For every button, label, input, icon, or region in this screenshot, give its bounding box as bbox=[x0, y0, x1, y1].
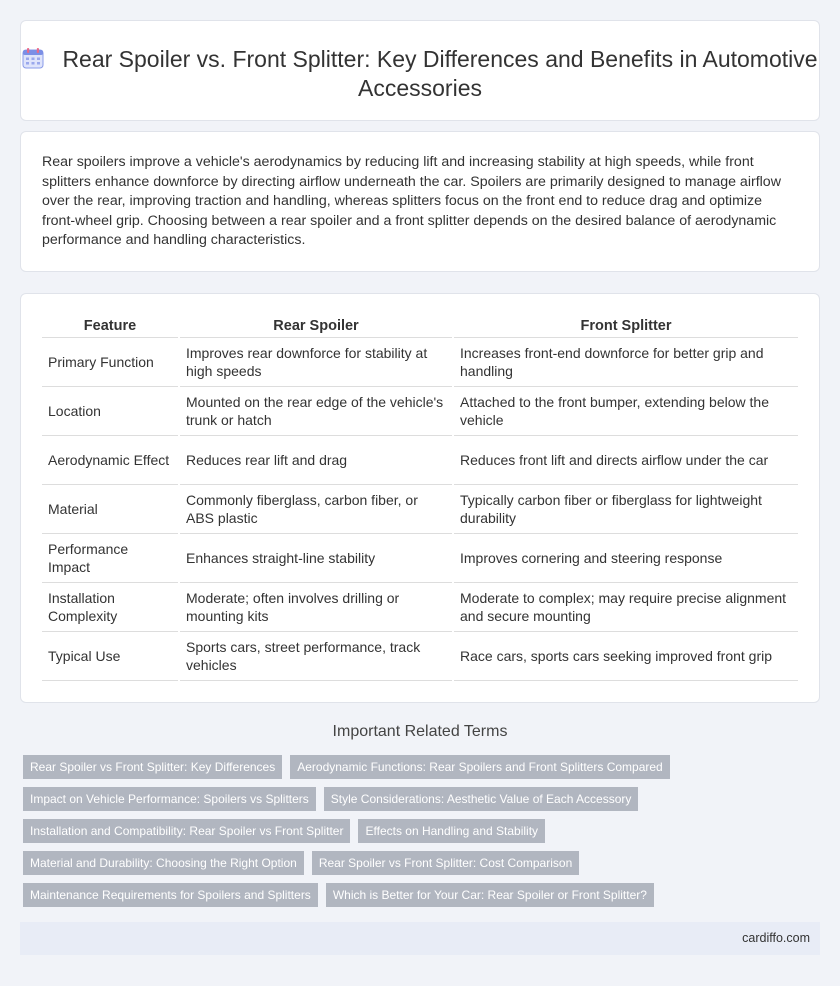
related-term-link[interactable]: Rear Spoiler vs Front Splitter: Cost Comparison bbox=[312, 851, 579, 875]
footer bbox=[20, 922, 820, 955]
related-terms-list bbox=[23, 755, 813, 915]
related-term-link[interactable]: Impact on Vehicle Performance: Spoilers vs Splitters bbox=[23, 787, 316, 811]
intro-paragraph: Rear spoilers improve a vehicle's aerodynamics by reducing lift and increasing stability at high speeds, while front splitters enhance downforce by directing airflow underneath the car. Spoilers are primarily designed to manage airflow over the rear, improving traction and handling, whereas splitters focus on the front end to reduce drag and optimize front-wheel grip. Choosing between a rear spoiler and a front splitter depends on the desired balance of aerodynamic performance and handling characteristics. bbox=[42, 154, 781, 249]
row-front-splitter: Attached to the front bumper, extending below the vehicle bbox=[453, 386, 798, 435]
page-title-wrap bbox=[21, 45, 819, 103]
row-feature: Installation Complexity bbox=[42, 582, 179, 631]
table-header-row bbox=[42, 313, 798, 337]
comparison-table bbox=[42, 313, 798, 681]
tag-row bbox=[23, 883, 813, 907]
calendar-icon bbox=[22, 47, 44, 69]
table-row bbox=[42, 533, 798, 582]
row-front-splitter: Reduces front lift and directs airflow under the car bbox=[453, 435, 798, 484]
row-feature: Performance Impact bbox=[42, 533, 179, 582]
row-rear-spoiler: Sports cars, street performance, track vehicles bbox=[179, 631, 453, 680]
related-term-link[interactable]: Maintenance Requirements for Spoilers and Splitters bbox=[23, 883, 318, 907]
row-front-splitter: Race cars, sports cars seeking improved front grip bbox=[453, 631, 798, 680]
related-term-link[interactable]: Installation and Compatibility: Rear Spoiler vs Front Splitter bbox=[23, 819, 350, 843]
row-feature: Location bbox=[42, 386, 179, 435]
row-front-splitter: Improves cornering and steering response bbox=[453, 533, 798, 582]
table-row bbox=[42, 435, 798, 484]
row-rear-spoiler: Commonly fiberglass, carbon fiber, or ABS plastic bbox=[179, 484, 453, 533]
related-term-link[interactable]: Rear Spoiler vs Front Splitter: Key Differences bbox=[23, 755, 282, 779]
tag-row bbox=[23, 851, 813, 875]
row-front-splitter: Typically carbon fiber or fiberglass for lightweight durability bbox=[453, 484, 798, 533]
footer-site-link[interactable]: cardiffo.com bbox=[742, 931, 810, 945]
row-feature: Primary Function bbox=[42, 337, 179, 386]
row-front-splitter: Increases front-end downforce for better grip and handling bbox=[453, 337, 798, 386]
row-rear-spoiler: Improves rear downforce for stability at high speeds bbox=[179, 337, 453, 386]
related-term-link[interactable]: Aerodynamic Functions: Rear Spoilers and Front Splitters Compared bbox=[290, 755, 670, 779]
related-term-link[interactable]: Effects on Handling and Stability bbox=[358, 819, 545, 843]
row-feature: Typical Use bbox=[42, 631, 179, 680]
table-row bbox=[42, 386, 798, 435]
page-title: Rear Spoiler vs. Front Splitter: Key Differences and Benefits in Automotive Accessories bbox=[62, 46, 818, 101]
row-feature: Material bbox=[42, 484, 179, 533]
row-rear-spoiler: Mounted on the rear edge of the vehicle's trunk or hatch bbox=[179, 386, 453, 435]
row-rear-spoiler: Moderate; often involves drilling or mounting kits bbox=[179, 582, 453, 631]
related-term-link[interactable]: Material and Durability: Choosing the Right Option bbox=[23, 851, 304, 875]
comparison-table-card bbox=[20, 293, 820, 703]
related-term-link[interactable]: Style Considerations: Aesthetic Value of Each Accessory bbox=[324, 787, 639, 811]
row-rear-spoiler: Enhances straight-line stability bbox=[179, 533, 453, 582]
table-row bbox=[42, 337, 798, 386]
table-row bbox=[42, 484, 798, 533]
intro-card bbox=[20, 131, 820, 272]
related-term-link[interactable]: Which is Better for Your Car: Rear Spoiler or Front Splitter? bbox=[326, 883, 654, 907]
header-feature: Feature bbox=[42, 313, 179, 337]
table-row bbox=[42, 631, 798, 680]
row-front-splitter: Moderate to complex; may require precise alignment and secure mounting bbox=[453, 582, 798, 631]
table-row bbox=[42, 582, 798, 631]
row-rear-spoiler: Reduces rear lift and drag bbox=[179, 435, 453, 484]
row-feature: Aerodynamic Effect bbox=[42, 435, 179, 484]
tag-row bbox=[23, 819, 813, 843]
title-card bbox=[20, 20, 820, 121]
related-terms-heading: Important Related Terms bbox=[332, 723, 508, 740]
tag-row bbox=[23, 755, 813, 779]
header-front-splitter: Front Splitter bbox=[453, 313, 798, 337]
header-rear-spoiler: Rear Spoiler bbox=[179, 313, 453, 337]
tag-row bbox=[23, 787, 813, 811]
